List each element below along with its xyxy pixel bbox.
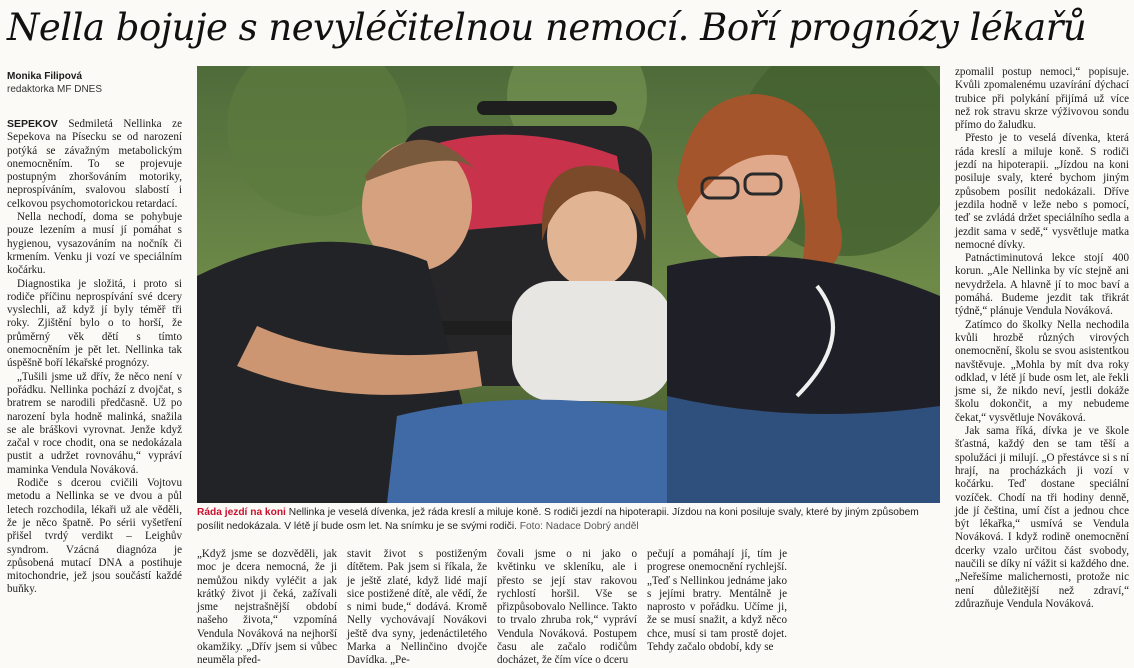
- author-role: redaktorka MF DNES: [7, 84, 103, 95]
- paragraph: čovali jsme o ni jako o květinku ve skleníku, ale i přesto se její stav rakovou rychlostí horšil. Vše se přizpůsobovalo Nellince. Takto to trvalo zhruba rok,“ vypráví Vendula Nováková. Postupem času ale začalo rodičům docházet, že čím více o dceru: [497, 548, 637, 667]
- article-column-6: [955, 66, 1129, 611]
- paragraph: Přesto je to veselá dívenka, která ráda kreslí a miluje koně. S rodiči jezdí na hipoterapii. „Jízdou na koni posiluje svaly, které bychom jiným způsobem posílit nedokázali. Dříve jezdila hodně v leže nebo s pomocí, teď se zvládá držet speciálního sedla a jezdit sama v sedě,“ vysvětluje matka nemocné dívky.: [955, 132, 1129, 251]
- photo-caption: [197, 506, 940, 534]
- photo-credit: Foto: Nadace Dobrý anděl: [516, 521, 639, 532]
- headline: Nella bojuje s nevyléčitelnou nemocí. Boří prognózy lékařů: [7, 6, 1087, 49]
- paragraph: pečují a pomáhají jí, tím je progrese onemocnění rychlejší. „Teď s Nellinkou jednáme jako s jejími bratry. Mentálně je naprosto v pořádku. Učíme ji, že se musí snažit, a když něco chce, musí si tam prostě dojet. Tehdy začalo období, kdy se: [647, 548, 787, 654]
- article-column-1: [7, 118, 182, 597]
- paragraph: Patnáctiminutová lekce stojí 400 korun. „Ale Nellinka by víc stejně ani nevydržela. A hlavně jí to moc baví a pomáhá. Budeme jezdit tak třikrát týdně,“ plánuje Vendula Nováková.: [955, 252, 1129, 318]
- dateline: SEPEKOV: [7, 118, 58, 130]
- paragraph: Nella nechodí, doma se pohybuje pouze lezením a musí jí pomáhat s hygienou, vysazováním na nočník či krmením. Venku ji vozí ve speciálním kočárku.: [7, 211, 182, 277]
- byline: [7, 70, 192, 96]
- paragraph: Jak sama říká, dívka je ve škole šťastná, každý den se tam těší a spolužáci ji milují. „O přestávce si s ní hrají, na procházkách ji vozí v kočárku. Teď dostane speciální vozíček. Chodí na tři hodiny denně, jde jí čeština, umí číst a jednou chce být lékařka,“ usmívá se Vendula Nováková. I když rodině onemocnění dcerky vzalo určitou část svobody, naučili se díky ní vážit si každého dne. „Neřešíme malichernosti, protože nic není důležitější než zdraví,“ zdůrazňuje Vendula Nováková.: [955, 425, 1129, 610]
- article-column-4: [497, 548, 637, 668]
- photo-illustration: [197, 66, 940, 503]
- paragraph: zpomalil postup nemoci,“ popisuje. Kvůli zpomalenému uzavírání dýchací trubice při polykání přijímá už více než rok stravu skrze výživovou sondu přímo do žaludku.: [955, 66, 1129, 132]
- paragraph: „Když jsme se dozvěděli, jak moc je dcera nemocná, že ji nemůžou nikdy vyléčit a jak krátký život ji čeká, zažívali jsme nejstrašnější období našeho života,“ vzpomíná Vendula Nováková na nejhorší okamžiky. „Dřív jsem si vůbec neuměla před-: [197, 548, 337, 667]
- caption-text: Nellinka je veselá dívenka, jež ráda kreslí a miluje koně. S rodiči jezdí na hipoterapii. Jízdou na koni posiluje svaly, které by jiným způsobem posílit nedokázala. V létě jí bude osm let. Na snímku je se svými rodiči.: [197, 507, 919, 532]
- paragraph: SEPEKOV Sedmiletá Nellinka ze Sepekova na Písecku se od narození potýká se závažným metabolickým onemocněním. To se projevuje postupným zhoršováním motoriky, neprospíváním, svalovou slabostí i celkovou psychomotorickou retardací.: [7, 118, 182, 210]
- article-column-3: [347, 548, 487, 668]
- paragraph: „Tušili jsme už dřív, že něco není v pořádku. Nellinka pochází z dvojčat, s bratrem se narodili předčasně. Už po narození byla hodně malinká, snažila se ale bráškovi vyrovnat. Jenže když začal v roce chodit, ona se nedokázala pustit a udržet rovnováhu,“ vypráví maminka Vendula Nováková.: [7, 370, 182, 476]
- author-name: Monika Filipová: [7, 71, 83, 82]
- paragraph: Zatímco do školky Nella nechodila kvůli hrozbě různých virových onemocnění, školu se svou asistentkou navštěvuje. „Mohla by mít dva roky odklad, v létě jí bude osm let, ale řekli jsme si, že nikdo neví, jestli dokáže školu dokončit, a my nebudeme čekat,“ vysvětluje Nováková.: [955, 318, 1129, 424]
- article-column-2: [197, 548, 337, 668]
- paragraph: stavit život s postiženým dítětem. Pak jsem si říkala, že je ještě zlaté, když lidé mají sice postižené dítě, ale vědí, že s nimi bude,“ dodává. Kromě Nelly vychovávají Novákovi ještě dva syny, jedenáctiletého Marka a Nellinčino dvojče Davídka. „Pe-: [347, 548, 487, 667]
- article-column-5: [647, 548, 787, 654]
- paragraph: Rodiče s dcerou cvičili Vojtovu metodu a Nellinka se ve dvou a půl letech rozchodila, lékaři už ale věděli, že je něco špatně. Po sérii vyšetření přišel tvrdý verdikt – Leighův syndrom. Vzácná diagnóza je způsobená mutací DNA a postihuje mitochondrie, jež jsou součástí každé buňky.: [7, 477, 182, 596]
- paragraph: Diagnostika je složitá, i proto si rodiče příčinu neprospívání své dcery vyslechli, až když jí byly téměř tři roky. Zjištění bylo o to horší, že průměrný věk dětí s tímto onemocněním je pět let. Nellinka tak úspěšně boří lékařské prognózy.: [7, 277, 182, 370]
- family-photo: [197, 66, 940, 503]
- caption-lead: Ráda jezdí na koni: [197, 507, 286, 518]
